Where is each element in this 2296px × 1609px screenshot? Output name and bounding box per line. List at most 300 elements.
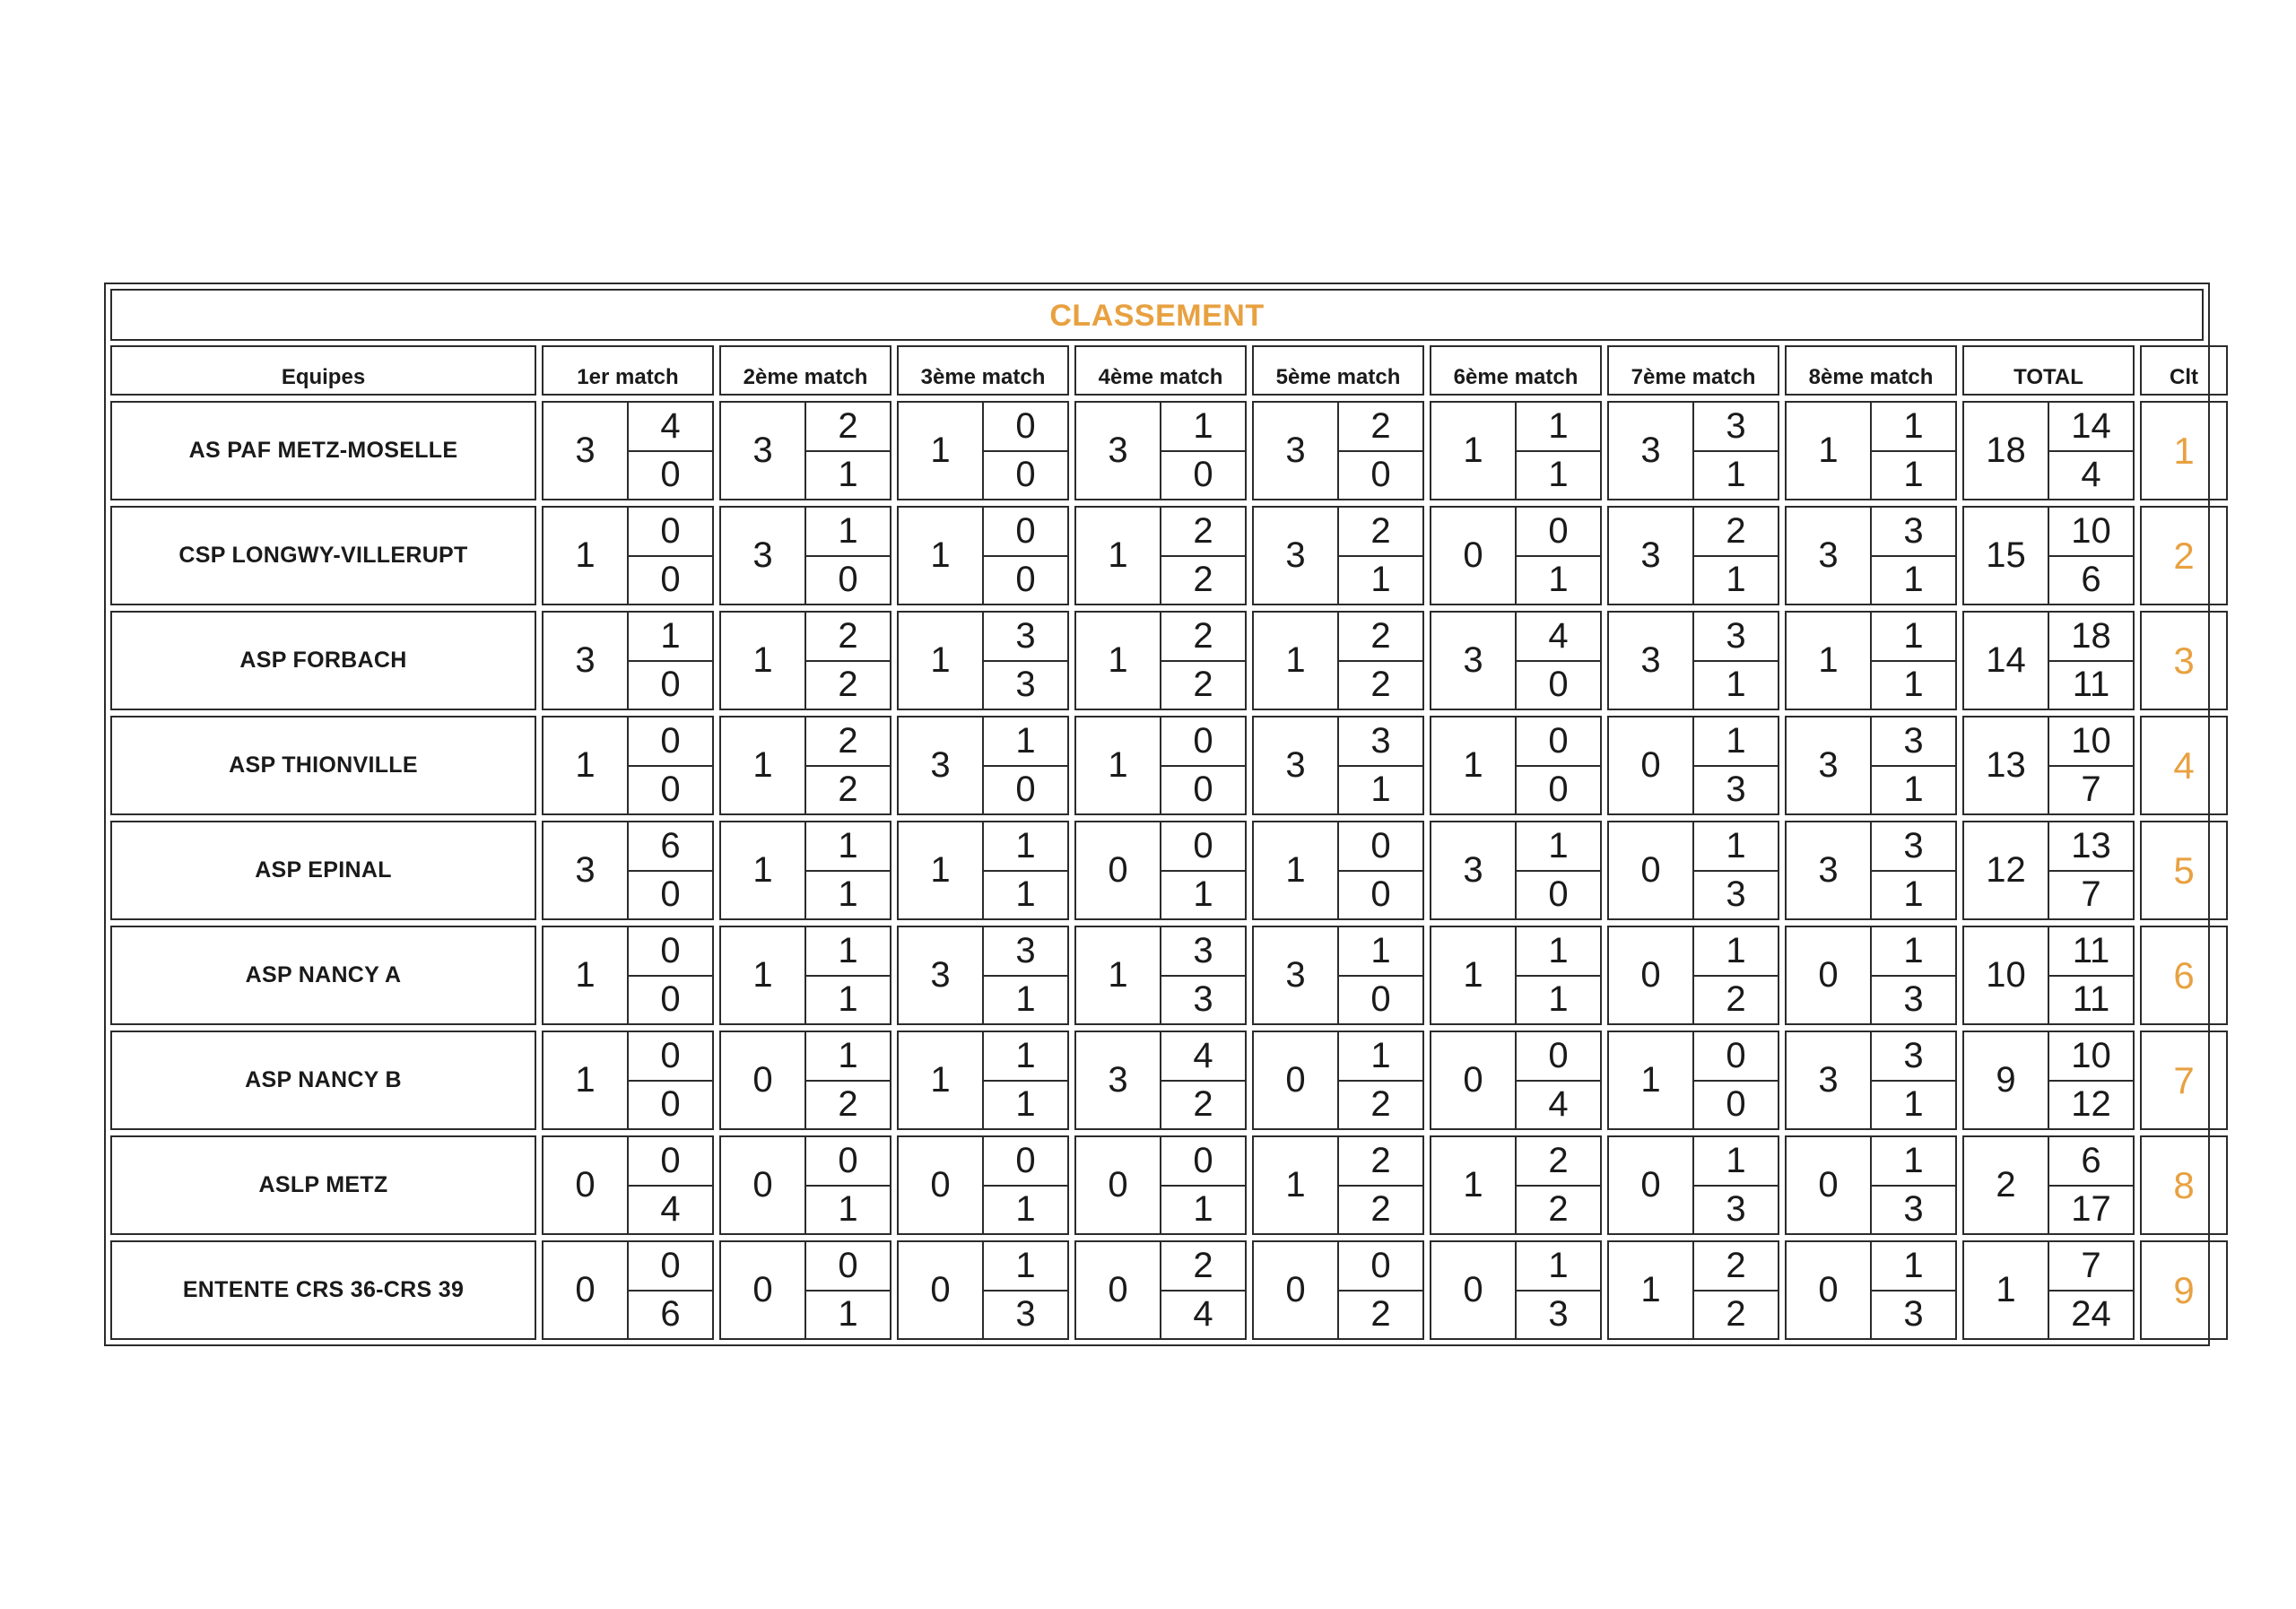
goals-against: 12 [2071, 1084, 2111, 1125]
goals-for: 3 [1872, 718, 1955, 767]
match-goals [1692, 1242, 1778, 1338]
match-goals [1870, 1032, 1955, 1128]
goals-against: 6 [660, 1294, 681, 1335]
header-match-7: 7ème match [1607, 345, 1779, 396]
match-result [1607, 1135, 1779, 1235]
match-result [719, 1031, 891, 1130]
goals-against: 2 [1370, 1084, 1391, 1125]
match-result [1430, 1240, 1602, 1340]
team-rank: 7 [2140, 1031, 2228, 1130]
goals-against: 3 [1726, 1189, 1746, 1230]
match-goals [1692, 613, 1778, 709]
goals-for: 0 [1517, 1032, 1600, 1082]
goals-against: 3 [1726, 874, 1746, 915]
goals-against: 11 [2072, 979, 2110, 1020]
goals-for: 2 [806, 403, 890, 452]
match-goals [1515, 613, 1600, 709]
match-goals [804, 927, 890, 1023]
goals-for: 1 [1694, 927, 1778, 977]
match-points: 1 [575, 955, 596, 995]
match-goals [1692, 927, 1778, 1023]
match-goals [1515, 927, 1600, 1023]
match-points: 3 [930, 955, 951, 995]
team-rank: 6 [2140, 926, 2228, 1025]
goals-for: 4 [1517, 613, 1600, 662]
match-result [1252, 1240, 1424, 1340]
goals-for: 2 [1694, 508, 1778, 557]
match-goals [1160, 1242, 1245, 1338]
goals-against: 3 [1193, 979, 1213, 1020]
goals-against: 0 [1548, 665, 1569, 705]
match-result [542, 506, 714, 605]
match-points: 0 [930, 1165, 951, 1205]
goals-against: 4 [660, 1189, 681, 1230]
match-result [897, 611, 1069, 710]
match-points: 1 [752, 640, 773, 680]
match-goals [627, 1242, 712, 1338]
match-result [1430, 401, 1602, 500]
goals-for: 7 [2049, 1242, 2133, 1292]
goals-against: 1 [1193, 874, 1213, 915]
match-points: 0 [1818, 955, 1839, 995]
match-result [1074, 716, 1247, 815]
match-result [1430, 1031, 1602, 1130]
goals-against: 1 [838, 874, 858, 915]
goals-against: 7 [2081, 770, 2101, 810]
match-goals [1160, 403, 1245, 499]
goals-for: 0 [1517, 718, 1600, 767]
match-goals [1870, 927, 1955, 1023]
match-points: 0 [1285, 1060, 1306, 1100]
match-goals [1692, 718, 1778, 813]
match-goals [982, 1137, 1067, 1233]
match-points: 1 [930, 535, 951, 575]
team-rank: 9 [2140, 1240, 2228, 1340]
match-result [719, 716, 891, 815]
goals-for: 1 [1872, 1242, 1955, 1292]
match-goals [804, 613, 890, 709]
goals-against: 4 [1193, 1294, 1213, 1335]
goals-against: 0 [660, 979, 681, 1020]
goals-for: 1 [984, 822, 1067, 872]
match-result [719, 611, 891, 710]
match-points: 0 [752, 1165, 773, 1205]
match-points: 1 [752, 850, 773, 890]
match-goals [1160, 1032, 1245, 1128]
match-points: 3 [752, 535, 773, 575]
header-match-1: 1er match [542, 345, 714, 396]
goals-against: 7 [2081, 874, 2101, 915]
total-result [1962, 611, 2135, 710]
match-points: 1 [1463, 955, 1483, 995]
goals-for: 2 [1161, 613, 1245, 662]
match-goals [982, 927, 1067, 1023]
team-name: ASP NANCY B [110, 1031, 536, 1130]
goals-for: 1 [984, 1242, 1067, 1292]
goals-for: 3 [1161, 927, 1245, 977]
goals-for: 2 [806, 613, 890, 662]
match-points: 3 [1285, 535, 1306, 575]
match-goals [1160, 508, 1245, 604]
goals-for: 1 [984, 718, 1067, 767]
match-goals [1692, 822, 1778, 918]
goals-against: 0 [660, 874, 681, 915]
goals-for: 0 [1161, 822, 1245, 872]
header-match-4: 4ème match [1074, 345, 1247, 396]
match-result [1430, 611, 1602, 710]
match-result [1252, 716, 1424, 815]
match-points: 0 [1640, 955, 1661, 995]
match-result [1607, 926, 1779, 1025]
match-result [1607, 821, 1779, 920]
goals-against: 1 [1015, 1084, 1036, 1125]
match-points: 12 [1986, 850, 2026, 890]
goals-against: 1 [838, 979, 858, 1020]
match-result [542, 1240, 714, 1340]
goals-for: 1 [1517, 403, 1600, 452]
goals-against: 3 [1015, 1294, 1036, 1335]
goals-for: 2 [1161, 508, 1245, 557]
match-result [1074, 1135, 1247, 1235]
match-result [1785, 926, 1957, 1025]
match-points: 1 [1463, 431, 1483, 470]
match-goals [1337, 1137, 1422, 1233]
match-points: 1 [1640, 1270, 1661, 1309]
match-points: 3 [1463, 850, 1483, 890]
goals-for: 1 [806, 508, 890, 557]
team-rank: 4 [2140, 716, 2228, 815]
match-points: 0 [1108, 1270, 1128, 1309]
goals-against: 2 [838, 665, 858, 705]
match-goals [804, 1032, 890, 1128]
match-points: 0 [752, 1060, 773, 1100]
match-goals [1160, 822, 1245, 918]
match-points: 1 [1108, 640, 1128, 680]
match-goals [627, 613, 712, 709]
match-result [1252, 506, 1424, 605]
match-result [897, 821, 1069, 920]
goals-for: 6 [629, 822, 712, 872]
match-points: 3 [1108, 431, 1128, 470]
goals-against: 3 [1548, 1294, 1569, 1335]
goals-against: 0 [660, 770, 681, 810]
goals-for: 1 [1872, 613, 1955, 662]
goals-against: 0 [660, 455, 681, 495]
match-goals [1515, 1137, 1600, 1233]
goals-for: 3 [1872, 822, 1955, 872]
team-name: ASLP METZ [110, 1135, 536, 1235]
goals-for: 1 [1872, 403, 1955, 452]
goals-against: 1 [1903, 1084, 1924, 1125]
goals-for: 0 [1339, 822, 1422, 872]
match-goals [627, 1137, 712, 1233]
goals-against: 4 [1548, 1084, 1569, 1125]
match-result [1252, 821, 1424, 920]
goals-against: 1 [1548, 560, 1569, 600]
goals-against: 1 [1726, 665, 1746, 705]
goals-against: 2 [1370, 1294, 1391, 1335]
match-goals [982, 1242, 1067, 1338]
match-goals [1337, 403, 1422, 499]
goals-for: 1 [806, 1032, 890, 1082]
match-result [1785, 611, 1957, 710]
total-result [1962, 506, 2135, 605]
match-points: 3 [1818, 1060, 1839, 1100]
match-result [1074, 401, 1247, 500]
match-result [542, 821, 714, 920]
goals-for: 1 [1339, 1032, 1422, 1082]
match-points: 10 [1986, 955, 2026, 995]
goals-against: 0 [660, 560, 681, 600]
goals-against: 0 [1548, 874, 1569, 915]
goals-against: 2 [838, 1084, 858, 1125]
goals-for: 1 [1517, 927, 1600, 977]
team-rank: 3 [2140, 611, 2228, 710]
match-goals [1692, 403, 1778, 499]
goals-against: 2 [1726, 1294, 1746, 1335]
goals-for: 1 [984, 1032, 1067, 1082]
match-result [1252, 1031, 1424, 1130]
match-result [1607, 506, 1779, 605]
total-result [1962, 926, 2135, 1025]
goals-for: 3 [1339, 718, 1422, 767]
goals-against: 1 [1015, 1189, 1036, 1230]
match-goals [1337, 718, 1422, 813]
match-points: 0 [1640, 745, 1661, 785]
match-goals [1870, 613, 1955, 709]
match-goals [1160, 613, 1245, 709]
goals-for: 0 [984, 403, 1067, 452]
goals-for: 0 [1694, 1032, 1778, 1082]
match-points: 0 [1640, 1165, 1661, 1205]
match-goals [1337, 508, 1422, 604]
goals-for: 3 [984, 927, 1067, 977]
match-goals [627, 718, 712, 813]
match-points: 1 [1463, 745, 1483, 785]
goals-for: 4 [629, 403, 712, 452]
goals-for: 13 [2049, 822, 2133, 872]
match-goals [1870, 1137, 1955, 1233]
goals-for: 3 [1694, 403, 1778, 452]
match-result [1430, 506, 1602, 605]
match-result [719, 926, 891, 1025]
match-result [1252, 1135, 1424, 1235]
match-points: 0 [1463, 1270, 1483, 1309]
goals-against: 1 [1015, 874, 1036, 915]
team-rank: 1 [2140, 401, 2228, 500]
match-points: 3 [1818, 535, 1839, 575]
goals-against: 3 [1903, 979, 1924, 1020]
match-points: 0 [1108, 850, 1128, 890]
match-points: 1 [1108, 955, 1128, 995]
goals-against: 0 [660, 665, 681, 705]
header-total: TOTAL [1962, 345, 2135, 396]
match-points: 1 [1818, 640, 1839, 680]
team-rank: 8 [2140, 1135, 2228, 1235]
match-points: 1 [1108, 745, 1128, 785]
match-result [1252, 401, 1424, 500]
match-points: 0 [575, 1270, 596, 1309]
match-goals [2048, 927, 2133, 1023]
goals-against: 2 [1370, 665, 1391, 705]
match-goals [982, 508, 1067, 604]
goals-for: 1 [1517, 822, 1600, 872]
match-result [897, 926, 1069, 1025]
match-result [1607, 716, 1779, 815]
goals-for: 1 [1161, 403, 1245, 452]
match-result [542, 401, 714, 500]
goals-for: 11 [2049, 927, 2133, 977]
goals-against: 2 [1370, 1189, 1391, 1230]
goals-for: 3 [984, 613, 1067, 662]
goals-against: 0 [660, 1084, 681, 1125]
match-points: 3 [575, 640, 596, 680]
match-result [542, 1031, 714, 1130]
match-goals [804, 403, 890, 499]
match-result [719, 401, 891, 500]
match-points: 3 [575, 850, 596, 890]
goals-against: 1 [1903, 455, 1924, 495]
goals-for: 1 [1872, 1137, 1955, 1187]
match-result [1252, 926, 1424, 1025]
match-points: 0 [1818, 1165, 1839, 1205]
team-name: ASP FORBACH [110, 611, 536, 710]
goals-for: 1 [629, 613, 712, 662]
goals-for: 0 [629, 718, 712, 767]
goals-for: 6 [2049, 1137, 2133, 1187]
goals-for: 0 [1339, 1242, 1422, 1292]
match-result [897, 716, 1069, 815]
match-goals [1515, 508, 1600, 604]
match-points: 1 [1285, 850, 1306, 890]
goals-against: 1 [1548, 455, 1569, 495]
match-points: 0 [1818, 1270, 1839, 1309]
match-goals [1515, 1242, 1600, 1338]
goals-for: 1 [1872, 927, 1955, 977]
goals-against: 0 [838, 560, 858, 600]
goals-for: 10 [2049, 508, 2133, 557]
match-result [1607, 1240, 1779, 1340]
goals-for: 2 [1339, 403, 1422, 452]
team-rank: 2 [2140, 506, 2228, 605]
match-goals [1160, 718, 1245, 813]
goals-against: 6 [2081, 560, 2101, 600]
match-goals [982, 403, 1067, 499]
goals-against: 0 [1370, 874, 1391, 915]
goals-against: 3 [1726, 770, 1746, 810]
match-points: 2 [1996, 1165, 2016, 1205]
match-goals [1515, 822, 1600, 918]
team-rank: 5 [2140, 821, 2228, 920]
goals-for: 0 [629, 1242, 712, 1292]
match-goals [2048, 613, 2133, 709]
match-points: 3 [1108, 1060, 1128, 1100]
match-points: 1 [575, 1060, 596, 1100]
goals-for: 3 [1694, 613, 1778, 662]
goals-against: 0 [1015, 455, 1036, 495]
match-points: 1 [1996, 1270, 2016, 1309]
match-result [1785, 401, 1957, 500]
goals-against: 1 [1903, 770, 1924, 810]
match-goals [982, 822, 1067, 918]
match-points: 0 [575, 1165, 596, 1205]
goals-against: 3 [1903, 1294, 1924, 1335]
match-points: 3 [1640, 535, 1661, 575]
total-result [1962, 821, 2135, 920]
match-points: 1 [1285, 1165, 1306, 1205]
match-goals [1870, 403, 1955, 499]
goals-against: 1 [838, 455, 858, 495]
match-points: 1 [930, 431, 951, 470]
goals-against: 1 [1548, 979, 1569, 1020]
match-goals [627, 508, 712, 604]
match-points: 0 [752, 1270, 773, 1309]
match-result [1607, 611, 1779, 710]
goals-against: 0 [1193, 455, 1213, 495]
header-match-3: 3ème match [897, 345, 1069, 396]
goals-for: 1 [1517, 1242, 1600, 1292]
match-points: 0 [1285, 1270, 1306, 1309]
goals-against: 3 [1903, 1189, 1924, 1230]
goals-against: 2 [838, 770, 858, 810]
goals-against: 11 [2072, 665, 2110, 705]
match-goals [2048, 403, 2133, 499]
goals-against: 4 [2081, 455, 2101, 495]
goals-for: 18 [2049, 613, 2133, 662]
match-goals [1160, 927, 1245, 1023]
goals-against: 1 [1726, 560, 1746, 600]
goals-for: 2 [1339, 508, 1422, 557]
match-result [1785, 1031, 1957, 1130]
match-points: 3 [1285, 431, 1306, 470]
match-result [897, 1135, 1069, 1235]
goals-against: 1 [1370, 560, 1391, 600]
team-name: ENTENTE CRS 36-CRS 39 [110, 1240, 536, 1340]
team-name: CSP LONGWY-VILLERUPT [110, 506, 536, 605]
match-points: 1 [930, 1060, 951, 1100]
goals-against: 2 [1193, 560, 1213, 600]
match-goals [1870, 718, 1955, 813]
match-points: 1 [752, 745, 773, 785]
match-result [1074, 611, 1247, 710]
goals-for: 0 [984, 508, 1067, 557]
match-points: 1 [752, 955, 773, 995]
goals-for: 2 [1694, 1242, 1778, 1292]
match-result [1785, 506, 1957, 605]
goals-for: 2 [1161, 1242, 1245, 1292]
team-name: ASP NANCY A [110, 926, 536, 1025]
header-match-6: 6ème match [1430, 345, 1602, 396]
goals-for: 0 [984, 1137, 1067, 1187]
match-points: 1 [930, 850, 951, 890]
goals-against: 1 [1903, 665, 1924, 705]
header-match-8: 8ème match [1785, 345, 1957, 396]
goals-for: 0 [1161, 718, 1245, 767]
match-goals [627, 927, 712, 1023]
match-goals [1337, 927, 1422, 1023]
total-result [1962, 1135, 2135, 1235]
team-name: ASP EPINAL [110, 821, 536, 920]
match-goals [804, 508, 890, 604]
goals-against: 0 [1015, 770, 1036, 810]
match-goals [627, 403, 712, 499]
match-goals [627, 822, 712, 918]
header-rank: Clt [2140, 345, 2228, 396]
header-match-5: 5ème match [1252, 345, 1424, 396]
match-result [897, 1240, 1069, 1340]
match-points: 3 [930, 745, 951, 785]
match-points: 3 [1640, 640, 1661, 680]
